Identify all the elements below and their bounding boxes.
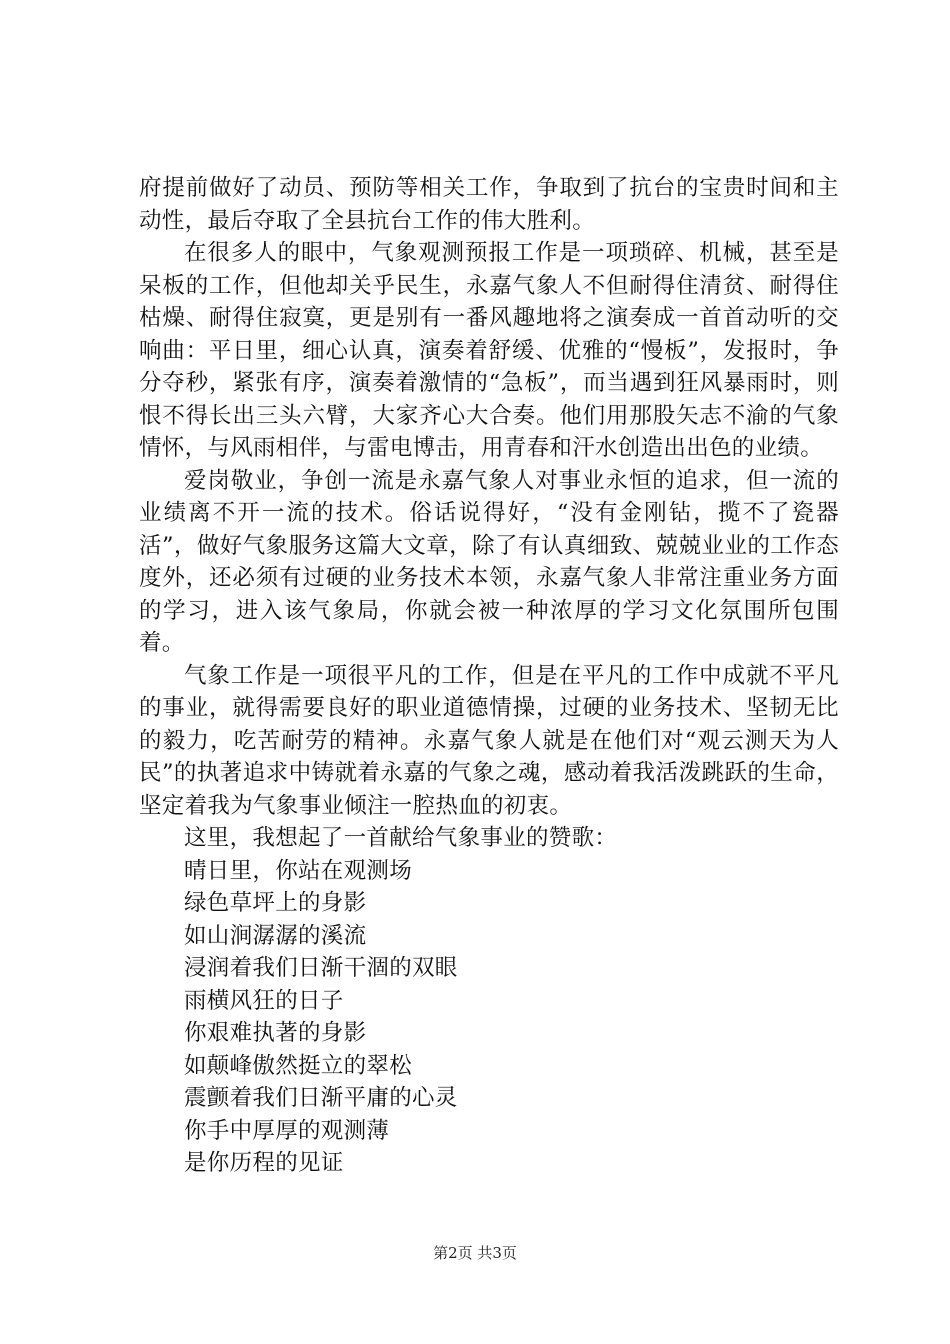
paragraph-ordinary-work: 气象工作是一项很平凡的工作，但是在平凡的工作中成就不平凡的事业，就得需要良好的职业道德情操，过硬的业务技术、坚韧无比的毅力，吃苦耐劳的精神。永嘉气象人就是在他们对“观云测天为人民”的执著追求中铸就着永嘉的气象之魂，感动着我活泼跳跃的生命，坚定着我为气象事业倾注一腔热血的初衷。	[139, 662, 839, 819]
poem-line: 浸润着我们日渐干涸的双眼	[184, 955, 458, 981]
poem-line: 你艰难执著的身影	[184, 1020, 367, 1046]
poem-line: 是你历程的见证	[184, 1150, 344, 1176]
poem-line: 雨横风狂的日子	[184, 987, 344, 1014]
poem-line: 你手中厚厚的观测薄	[184, 1117, 390, 1144]
page-number: 第2页 共3页	[433, 1244, 517, 1262]
paragraph-dedication: 爱岗敬业，争创一流是永嘉气象人对事业永恒的追求，但一流的业绩离不开一流的技术。俗话说得好，“没有金刚钻，揽不了瓷器活”，做好气象服务这篇大文章，除了有认真细致、兢兢业业的工作态度外，还必须有过硬的业务技术本领，永嘉气象人非常注重业务方面的学习，进入该气象局，你就会被一种浓厚的学习文化氛围所包围着。	[139, 467, 839, 656]
paragraph-continued: 府提前做好了动员、预防等相关工作，争取到了抗台的宝贵时间和主动性，最后夺取了全县抗台工作的伟大胜利。	[139, 175, 839, 234]
poem-line: 绿色草坪上的身影	[184, 890, 367, 916]
poem-line: 晴日里，你站在观测场	[184, 857, 413, 884]
poem	[139, 855, 839, 1180]
document-body	[139, 172, 839, 1180]
paragraph-song-intro: 这里，我想起了一首献给气象事业的赞歌：	[184, 825, 618, 851]
paragraph-weather-work: 在很多人的眼中，气象观测预报工作是一项琐碎、机械，甚至是呆板的工作，但他却关乎民生，永嘉气象人不但耐得住清贫、耐得住枯燥、耐得住寂寞，更是别有一番风趣地将之演奏成一首首动听的交响曲：平日里，细心认真，演奏着舒缓、优雅的“慢板”，发报时，争分夺秒，紧张有序，演奏着激情的“急板”，而当遇到狂风暴雨时，则恨不得长出三头六臂，大家齐心大合奏。他们用那股矢志不渝的气象情怀，与风雨相伴，与雷电博击，用青春和汗水创造出出色的业绩。	[139, 240, 839, 461]
poem-line: 如颠峰傲然挺立的翠松	[184, 1052, 413, 1079]
page-footer	[0, 1243, 950, 1263]
poem-line: 如山涧潺潺的溪流	[184, 922, 367, 949]
poem-line: 震颤着我们日渐平庸的心灵	[184, 1085, 458, 1111]
